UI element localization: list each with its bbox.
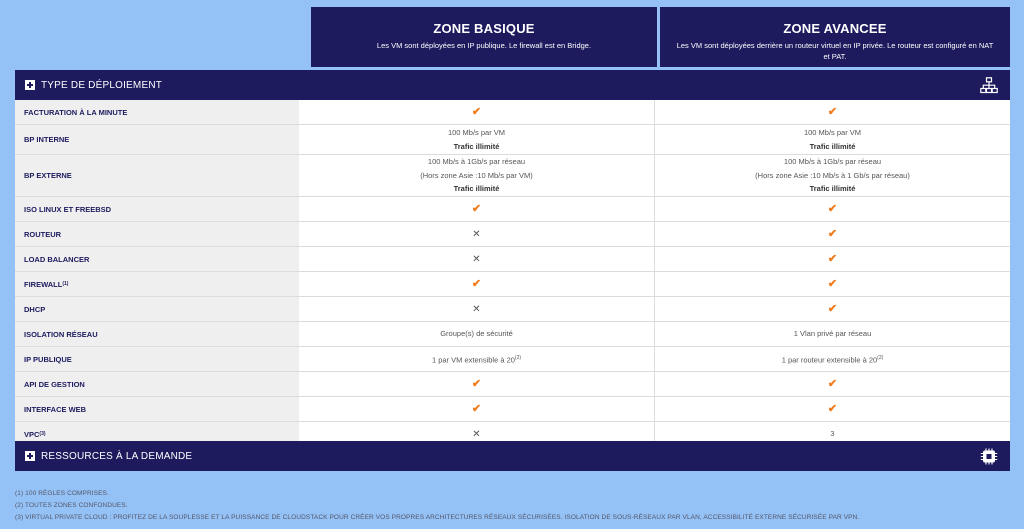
section-type-deploiement[interactable] — [15, 70, 1010, 100]
table-row — [15, 272, 1010, 297]
cell-basique — [299, 297, 655, 321]
comparison-table — [15, 100, 1010, 447]
row-label-text: ROUTEUR — [24, 229, 62, 239]
table-row — [15, 297, 1010, 322]
check-icon: ✔ — [471, 377, 482, 390]
row-label-text: DHCP — [24, 304, 46, 314]
cell-basique — [299, 322, 655, 346]
check-icon: ✔ — [827, 377, 838, 390]
section-ressources-a-la-demande[interactable] — [15, 441, 1010, 471]
cell-basique — [299, 197, 655, 221]
table-row — [15, 197, 1010, 222]
check-icon: ✔ — [471, 202, 482, 215]
cell-basique — [299, 347, 655, 371]
footnote-ref: (3) — [39, 431, 46, 437]
row-label-text: API DE GESTION — [24, 379, 85, 389]
cell-text: (Hors zone Asie :10 Mb/s à 1 Gb/s par réseau) — [755, 170, 910, 180]
table-row — [15, 247, 1010, 272]
table-row — [15, 322, 1010, 347]
cross-icon: ✕ — [472, 428, 481, 440]
cell-basique — [299, 155, 655, 196]
cell-text — [432, 352, 521, 367]
cell-text: 100 Mb/s à 1Gb/s par réseau — [427, 157, 526, 167]
row-label — [15, 222, 299, 246]
cell-text: 3 — [830, 429, 835, 439]
cell-basique — [299, 372, 655, 396]
cell-avancee — [655, 272, 1010, 296]
check-icon: ✔ — [827, 202, 838, 215]
cell-avancee — [655, 372, 1010, 396]
footnote-ref: (2) — [877, 354, 884, 361]
zone-avancee-desc: Les VM sont déployées derrière un routeur virtuel en IP privée. Le routeur est configuré en NAT et PAT. — [676, 41, 994, 61]
zone-avancee-header — [660, 7, 1010, 67]
cross-icon: ✕ — [472, 303, 481, 315]
cell-avancee — [655, 125, 1010, 154]
cross-icon: ✕ — [472, 228, 481, 240]
check-icon: ✔ — [827, 302, 838, 315]
cell-avancee — [655, 247, 1010, 271]
cell-avancee — [655, 100, 1010, 124]
chip-icon — [980, 448, 998, 465]
row-label — [15, 100, 299, 124]
cell-text: 100 Mb/s par VM — [803, 128, 862, 137]
table-row — [15, 372, 1010, 397]
cell-text: Trafic illimité — [809, 141, 856, 151]
cell-basique — [299, 125, 655, 154]
cell-text — [782, 352, 884, 367]
check-icon: ✔ — [471, 277, 482, 290]
row-label-text: LOAD BALANCER — [24, 254, 90, 264]
row-label-text: ISO LINUX ET FREEBSD — [24, 204, 112, 214]
row-label — [15, 125, 299, 154]
cell-basique — [299, 100, 655, 124]
zone-avancee-title: ZONE AVANCEE — [783, 21, 887, 36]
cell-text: Trafic illimité — [809, 184, 856, 194]
zone-basique-title: ZONE BASIQUE — [433, 21, 535, 36]
cell-avancee — [655, 322, 1010, 346]
row-label-text: BP EXTERNE — [24, 171, 72, 180]
row-label-text: IP PUBLIQUE — [24, 354, 72, 364]
cell-avancee — [655, 197, 1010, 221]
check-icon: ✔ — [827, 402, 838, 415]
row-label-text: BP INTERNE — [24, 135, 70, 144]
cell-avancee — [655, 347, 1010, 371]
expand-plus-icon[interactable] — [25, 80, 35, 90]
cell-basique — [299, 247, 655, 271]
cell-avancee — [655, 297, 1010, 321]
table-row — [15, 397, 1010, 422]
cell-basique — [299, 272, 655, 296]
row-label — [15, 322, 299, 346]
check-icon: ✔ — [471, 402, 482, 415]
footnote-ref: (1) — [62, 281, 69, 287]
check-icon: ✔ — [827, 277, 838, 290]
row-label-text: INTERFACE WEB — [24, 404, 87, 414]
check-icon: ✔ — [827, 227, 838, 240]
cell-basique — [299, 397, 655, 421]
row-label — [15, 397, 299, 421]
cell-basique — [299, 222, 655, 246]
table-row — [15, 222, 1010, 247]
cell-avancee — [655, 222, 1010, 246]
row-label — [15, 155, 299, 196]
check-icon: ✔ — [827, 105, 838, 118]
table-row — [15, 347, 1010, 372]
cell-text: 100 Mb/s par VM — [447, 128, 506, 137]
footnote: (2) TOUTES ZONES CONFONDUES. — [15, 502, 128, 509]
cross-icon: ✕ — [472, 253, 481, 265]
check-icon: ✔ — [471, 105, 482, 118]
footnote-ref: (2) — [514, 354, 522, 361]
table-row — [15, 125, 1010, 155]
cell-text-main: 1 par routeur extensible à 20 — [781, 355, 878, 364]
footnote: (1) 100 RÈGLES COMPRISES. — [15, 490, 109, 497]
section-ressources-label: RESSOURCES À LA DEMANDE — [41, 450, 193, 462]
row-label — [15, 247, 299, 271]
network-icon — [980, 77, 998, 94]
cell-text: Trafic illimité — [453, 184, 500, 194]
cell-text: 1 Vlan privé par réseau — [793, 329, 872, 339]
cell-text: Trafic illimité — [453, 141, 500, 151]
section-type-deploiement-label: TYPE DE DÉPLOIEMENT — [41, 79, 163, 91]
footnote: (3) VIRTUAL PRIVATE CLOUD : PROFITEZ DE LA SOUPLESSE ET LA PUISSANCE DE CLOUDSTACK POUR CRÉER VOS PROPRES ARCHITECTURES RÉSEAUX SÉCURISÉES. ISOLATION DE SOUS-RÉSEAUX PAR VLAN, ACCESSIBILITÉ EXTERNE SÉCURISÉE PAR VPN. — [15, 514, 860, 521]
row-label-text: FIREWALL — [24, 279, 63, 289]
row-label — [15, 297, 299, 321]
cell-text: (Hors zone Asie :10 Mb/s par VM) — [420, 170, 533, 180]
table-row — [15, 100, 1010, 125]
cell-text: 100 Mb/s à 1Gb/s par réseau — [783, 157, 882, 167]
table-row — [15, 155, 1010, 197]
row-label — [15, 372, 299, 396]
row-label — [15, 347, 299, 371]
row-label — [15, 197, 299, 221]
footnotes — [15, 488, 859, 524]
row-label-text: VPC — [24, 429, 40, 439]
cell-avancee — [655, 155, 1010, 196]
row-label-text: FACTURATION À LA MINUTE — [24, 107, 128, 117]
expand-plus-icon[interactable] — [25, 451, 35, 461]
cell-text-main: 1 par VM extensible à 20 — [431, 355, 515, 364]
cell-text: Groupe(s) de sécurité — [440, 329, 513, 339]
zone-basique-header — [311, 7, 657, 67]
row-label-text: ISOLATION RÉSEAU — [24, 329, 98, 339]
check-icon: ✔ — [827, 252, 838, 265]
cell-avancee — [655, 397, 1010, 421]
row-label — [15, 272, 299, 296]
zone-basique-desc: Les VM sont déployées en IP publique. Le firewall est en Bridge. — [376, 41, 592, 50]
